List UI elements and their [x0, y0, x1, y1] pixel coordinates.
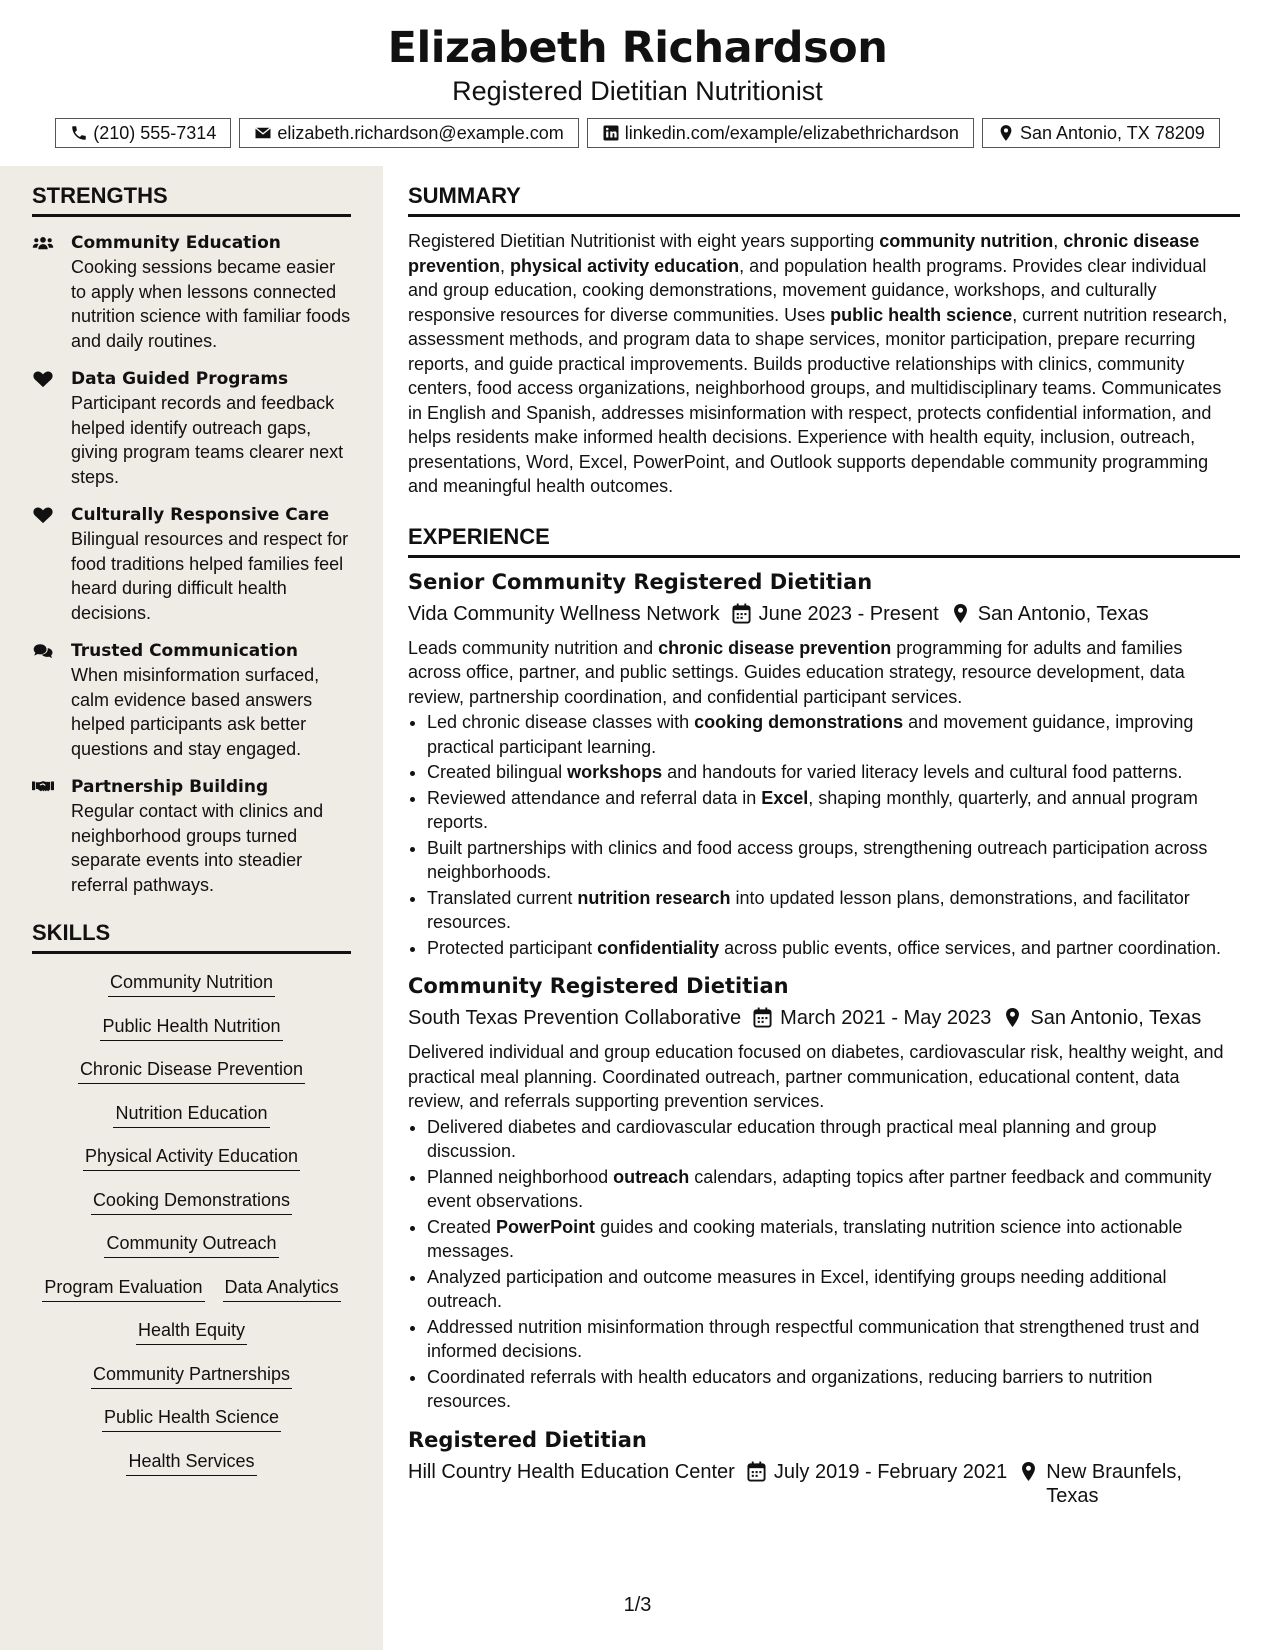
contact-phone[interactable] — [55, 118, 231, 148]
bullet-item: • Planned neighborhood outreach calendars, adapting topics after partner feedback and community event observations. — [427, 1165, 1240, 1214]
skill-tag: Community Nutrition — [108, 970, 275, 997]
bullet-item: • Analyzed participation and outcome measures in Excel, identifying groups needing additional outreach. — [427, 1265, 1240, 1314]
calendar-icon — [732, 603, 751, 624]
strength-title: Data Guided Programs — [71, 369, 289, 389]
strength-item — [32, 367, 351, 489]
job-entry — [408, 1426, 1240, 1508]
strength-title: Culturally Responsive Care — [71, 505, 330, 525]
phone-icon — [70, 124, 88, 142]
linkedin-icon — [602, 124, 620, 142]
location-text: San Antonio, TX 78209 — [1019, 122, 1205, 143]
job-dates: July 2019 - February 2021 — [773, 1460, 1008, 1483]
resume-header — [0, 0, 1275, 148]
map-pin-icon — [951, 603, 970, 624]
handshake-icon — [32, 778, 54, 796]
job-location: San Antonio, Texas — [977, 602, 1149, 625]
job-company: South Texas Prevention Collaborative — [408, 1007, 742, 1029]
job-meta — [408, 1460, 1240, 1508]
strength-title: Partnership Building — [71, 777, 269, 797]
summary-text: Registered Dietitian Nutritionist with eight years supporting community nutrition, chronic disease prevention, physical activity education, and population health programs. Provides clear individual and group education, cooking demonstrations, movement guidance, workshops, and culturally responsive resources for diverse communities. Uses public health science, current nutrition research, assessment methods, and program data to shape services, monitor participation, prepare recurring reports, and guide practical improvements. Builds productive relationships with clinics, community centers, food access organizations, neighborhood groups, and multidisciplinary teams. Communicates in English and Spanish, addresses misinformation with respect, protects confidential information, and helps residents make informed health decisions. Experience with health equity, inclusion, outreach, presentations, Word, Excel, PowerPoint, and Outlook supports dependable community programming and meaningful health outcomes. — [408, 231, 1228, 496]
contact-location — [982, 118, 1220, 148]
skill-tag: Physical Activity Education — [83, 1144, 300, 1171]
job-description: Delivered individual and group education focused on diabetes, cardiovascular risk, healthy weight, and practical meal planning. Coordinated outreach, partner communication, educational content, data review, and referrals supporting prevention services. — [408, 1042, 1224, 1111]
job-title: Senior Community Registered Dietitian — [408, 569, 873, 594]
bullet-item: • Built partnerships with clinics and food access groups, strengthening outreach participation across neighborhoods. — [427, 836, 1240, 885]
bullet-item: • Addressed nutrition misinformation through respectful communication that strengthened trust and informed decisions. — [427, 1315, 1240, 1364]
job-entry — [408, 568, 1240, 961]
bullet-item: • Protected participant confidentiality across public events, office services, and partner coordination. — [427, 936, 1240, 961]
skills-list — [32, 970, 351, 1476]
skill-tag: Health Services — [126, 1449, 256, 1476]
skill-tag: Public Health Nutrition — [100, 1014, 282, 1041]
skill-tag: Program Evaluation — [42, 1275, 204, 1302]
summary-heading: SUMMARY — [408, 166, 1240, 217]
strength-item — [32, 639, 351, 761]
job-location: New Braunfels, Texas — [1046, 1460, 1182, 1507]
bullet-item: • Delivered diabetes and cardiovascular education through practical meal planning and group discussion. — [427, 1115, 1240, 1164]
job-meta — [408, 602, 1240, 626]
job-description: Leads community nutrition and chronic disease prevention programming for adults and families across office, partner, and public settings. Guides education strategy, resource development, data review, partnership coordination, and confidential participant services. — [408, 637, 1185, 707]
skill-tag: Health Equity — [136, 1318, 247, 1345]
skill-tag: Data Analytics — [223, 1275, 341, 1302]
bullet-item: • Reviewed attendance and referral data in Excel, shaping monthly, quarterly, and annual program reports. — [427, 786, 1240, 835]
email-text: elizabeth.richardson@example.com — [277, 122, 564, 143]
strength-text: Regular contact with clinics and neighborhood groups turned separate events into steadier referral pathways. — [71, 801, 324, 895]
linkedin-text: linkedin.com/example/elizabethrichardson — [624, 122, 959, 143]
job-bullets — [408, 710, 1240, 960]
contact-bar — [0, 118, 1275, 148]
strength-title: Trusted Communication — [71, 641, 298, 661]
strengths-heading: STRENGTHS — [32, 166, 351, 217]
envelope-icon — [254, 124, 272, 142]
bullet-item: • Led chronic disease classes with cooking demonstrations and movement guidance, improving practical participant learning. — [427, 710, 1240, 759]
skill-tag: Cooking Demonstrations — [91, 1188, 292, 1215]
skill-tag: Chronic Disease Prevention — [78, 1057, 305, 1084]
job-location: San Antonio, Texas — [1030, 1007, 1202, 1029]
strength-text: Bilingual resources and respect for food traditions helped families feel heard during difficult health decisions. — [71, 529, 349, 623]
heart-icon — [32, 506, 54, 524]
users-icon — [32, 234, 54, 252]
skill-tag: Public Health Science — [102, 1405, 281, 1432]
contact-email[interactable] — [239, 118, 578, 148]
bullet-item: • Translated current nutrition research into updated lesson plans, demonstrations, and facilitator resources. — [427, 886, 1240, 935]
map-pin-icon — [1019, 1461, 1038, 1482]
strength-text: Participant records and feedback helped identify outreach gaps, giving program teams clearer next steps. — [71, 393, 344, 487]
comments-icon — [32, 642, 54, 660]
map-pin-icon — [1003, 1007, 1022, 1028]
skills-heading: SKILLS — [32, 903, 351, 954]
skill-tag: Community Partnerships — [91, 1362, 292, 1389]
heart-icon — [32, 370, 54, 388]
strength-item — [32, 775, 351, 897]
strength-text: Cooking sessions became easier to apply when lessons connected nutrition science with familiar foods and daily routines. — [71, 257, 351, 351]
calendar-icon — [747, 1461, 766, 1482]
map-pin-icon — [997, 124, 1015, 142]
strength-title: Community Education — [71, 233, 281, 253]
calendar-icon — [753, 1007, 772, 1028]
strength-item — [32, 503, 351, 625]
candidate-name: Elizabeth Richardson — [387, 23, 888, 73]
bullet-item: • Created PowerPoint guides and cooking materials, translating nutrition science into actionable messages. — [427, 1215, 1240, 1264]
job-meta — [408, 1006, 1240, 1030]
sidebar — [0, 166, 383, 1650]
candidate-title: Registered Dietitian Nutritionist — [452, 76, 823, 106]
job-title: Community Registered Dietitian — [408, 974, 789, 998]
skill-tag: Community Outreach — [104, 1231, 278, 1258]
job-dates: June 2023 - Present — [758, 602, 939, 625]
skill-tag: Nutrition Education — [113, 1101, 269, 1128]
bullet-item: • Created bilingual workshops and handouts for varied literacy levels and cultural food patterns. — [427, 760, 1240, 785]
job-dates: March 2021 - May 2023 — [780, 1007, 992, 1029]
job-entry — [408, 972, 1240, 1414]
job-bullets — [408, 1115, 1240, 1414]
strength-text: When misinformation surfaced, calm evidence based answers helped participants ask better questions and stay engaged. — [71, 665, 320, 759]
phone-text: (210) 555-7314 — [93, 122, 217, 143]
experience-heading: EXPERIENCE — [408, 507, 1240, 558]
job-title: Registered Dietitian — [408, 1427, 647, 1452]
strength-item — [32, 231, 351, 353]
bullet-item: • Coordinated referrals with health educators and organizations, reducing barriers to nutrition resources. — [427, 1365, 1240, 1414]
contact-linkedin[interactable] — [587, 118, 974, 148]
page-number: 1/3 — [623, 1594, 652, 1616]
job-company: Hill Country Health Education Center — [408, 1460, 735, 1483]
job-company: Vida Community Wellness Network — [408, 602, 720, 625]
main-column — [408, 166, 1240, 1508]
